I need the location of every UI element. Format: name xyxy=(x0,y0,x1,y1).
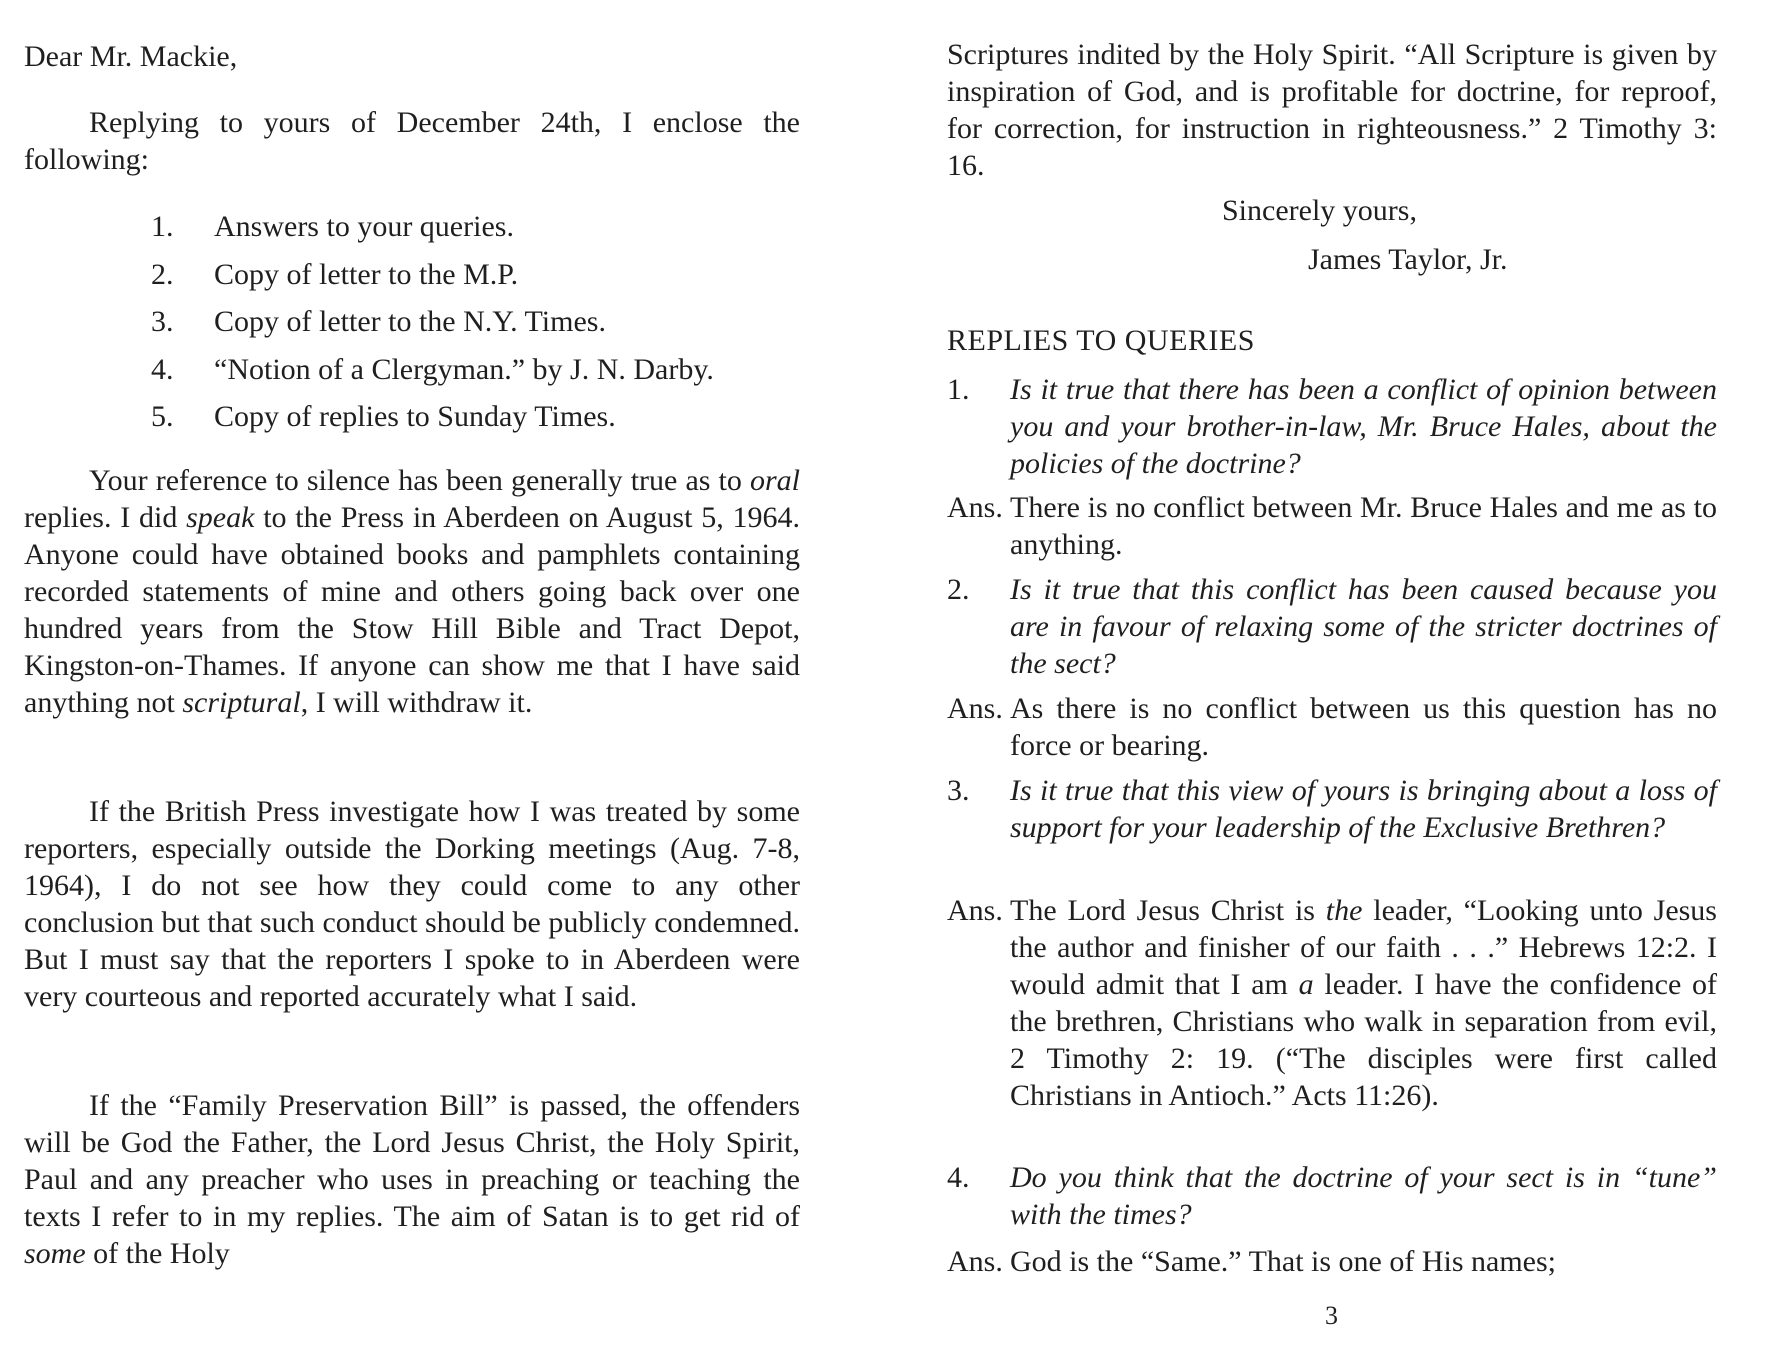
question-item xyxy=(947,1159,1717,1233)
italic-run: oral xyxy=(749,464,800,497)
text-run: replies. I did xyxy=(24,501,187,534)
list-text: Copy of replies to Sunday Times. xyxy=(214,400,616,433)
question-text xyxy=(1010,1159,1717,1233)
question-number: 1. xyxy=(947,373,970,406)
list-number: 5. xyxy=(151,400,174,433)
text-run: to the Press in Aberdeen on August 5, 1964. Anyone could have obtained books and pamphlets containing recorded statements of mine and others going back over one hundred years from the Stow Hill Bible and Tract Depot, Kingston-on-Thames. If anyone can show me that I have said anything not xyxy=(24,501,800,719)
text-run: If the “Family Preservation Bill” is passed, the offenders will be God the Father, the Lord Jesus Christ, the Holy Spirit, Paul and any preacher who uses in preaching or teaching the texts I refer to in my replies. The aim of Satan is to get rid of xyxy=(24,1089,800,1233)
bill-paragraph xyxy=(24,1087,800,1272)
answer-item xyxy=(947,892,1717,1114)
question-number: 2. xyxy=(947,573,970,606)
text-run: with the times? xyxy=(1010,1198,1192,1231)
list-item xyxy=(151,351,714,399)
answer-item xyxy=(947,690,1717,764)
question-text: Is it true that there has been a conflict of opinion between you and your brother-in-law, Mr. Bruce Hales, about the policies of the doctrine? xyxy=(1010,373,1717,480)
italic-run: speak xyxy=(186,501,255,534)
question-text: Is it true that this view of yours is bringing about a loss of support for your leadership of the Exclusive Brethren? xyxy=(1010,774,1717,844)
question-number: 3. xyxy=(947,774,970,807)
list-text: Copy of letter to the M.P. xyxy=(214,257,519,291)
text-run: Do you think that the doctrine of your sect is in xyxy=(1010,1161,1632,1194)
question-text: Is it true that this conflict has been caused because you are in favour of relaxing some of the stricter doctrines of the sect? xyxy=(1010,573,1717,680)
text-run: of the Holy xyxy=(85,1237,230,1270)
list-text: Copy of letter to the N.Y. Times. xyxy=(214,305,606,338)
section-heading: REPLIES TO QUERIES xyxy=(947,324,1255,357)
list-text: “Notion of a Clergyman.” by J. N. Darby. xyxy=(214,352,714,386)
text-run: “tune” xyxy=(1631,1161,1717,1194)
answer-label: Ans. xyxy=(947,894,1003,927)
italic-run: scriptural xyxy=(182,686,301,719)
answer-label: Ans. xyxy=(947,692,1003,725)
question-item xyxy=(947,571,1717,682)
question-number: 4. xyxy=(947,1161,970,1194)
answer-label: Ans. xyxy=(947,491,1003,524)
text-run: Your reference to silence has been generally true as to xyxy=(89,464,750,497)
list-item xyxy=(151,398,714,446)
page-number: 3 xyxy=(1325,1301,1338,1330)
intro-paragraph: Replying to yours of December 24th, I enclose the following: xyxy=(24,106,800,176)
italic-run: the xyxy=(1325,894,1363,927)
salutation: Dear Mr. Mackie, xyxy=(24,40,238,73)
silence-paragraph xyxy=(24,462,800,721)
press-paragraph: If the British Press investigate how I was treated by some reporters, especially outside the Dorking meetings (Aug. 7-8, 1964), I do not see how they could come to any other conclusion but that such conduct should be publicly condemned. But I must say that the reporters I spoke to in Aberdeen were very courteous and reported accurately what I said. xyxy=(24,795,800,1013)
scripture-paragraph: Scriptures indited by the Holy Spirit. “All Scripture is given by inspiration of God, and is profitable for doctrine, for reproof, for correction, for instruction in righteousness.” 2 Timothy 3: 16. xyxy=(947,38,1717,182)
enclosure-list xyxy=(151,208,714,446)
question-item xyxy=(947,371,1717,482)
question-item xyxy=(947,772,1717,846)
answer-text: God is the “Same.” That is one of His names; xyxy=(1010,1245,1557,1278)
text-run: leader, “Looking unto Jesus the author and finisher of our faith . . .” Hebrews 12:2. I would admit that I am xyxy=(1010,894,1717,1001)
list-number: 1. xyxy=(151,210,174,243)
list-item xyxy=(151,208,714,256)
text-run: , I will withdraw it. xyxy=(300,686,533,719)
answer-label: Ans. xyxy=(947,1245,1003,1278)
text-run: leader. I have the confidence of the brethren, Christians who walk in separation from evil, 2 Timothy 2: 19. (“The disciples were first called Christians in Antioch.” Acts 11:26). xyxy=(1010,968,1717,1112)
list-text: Answers to your queries. xyxy=(214,210,514,243)
list-number: 3. xyxy=(151,305,174,338)
answer-item xyxy=(947,489,1717,563)
list-number: 2. xyxy=(151,257,174,291)
answer-text xyxy=(1010,892,1717,1114)
list-item xyxy=(151,256,714,304)
list-number: 4. xyxy=(151,352,174,386)
answer-text: There is no conflict between Mr. Bruce Hales and me as to anything. xyxy=(1010,491,1717,561)
text-run: The Lord Jesus Christ is xyxy=(1010,894,1326,927)
signature: James Taylor, Jr. xyxy=(1308,243,1508,276)
closing: Sincerely yours, xyxy=(1222,194,1417,227)
italic-run: some xyxy=(24,1237,86,1270)
italic-run: a xyxy=(1298,968,1314,1001)
list-item xyxy=(151,303,714,351)
answer-text: As there is no conflict between us this question has no force or bearing. xyxy=(1010,692,1717,762)
answer-item xyxy=(947,1243,1717,1280)
